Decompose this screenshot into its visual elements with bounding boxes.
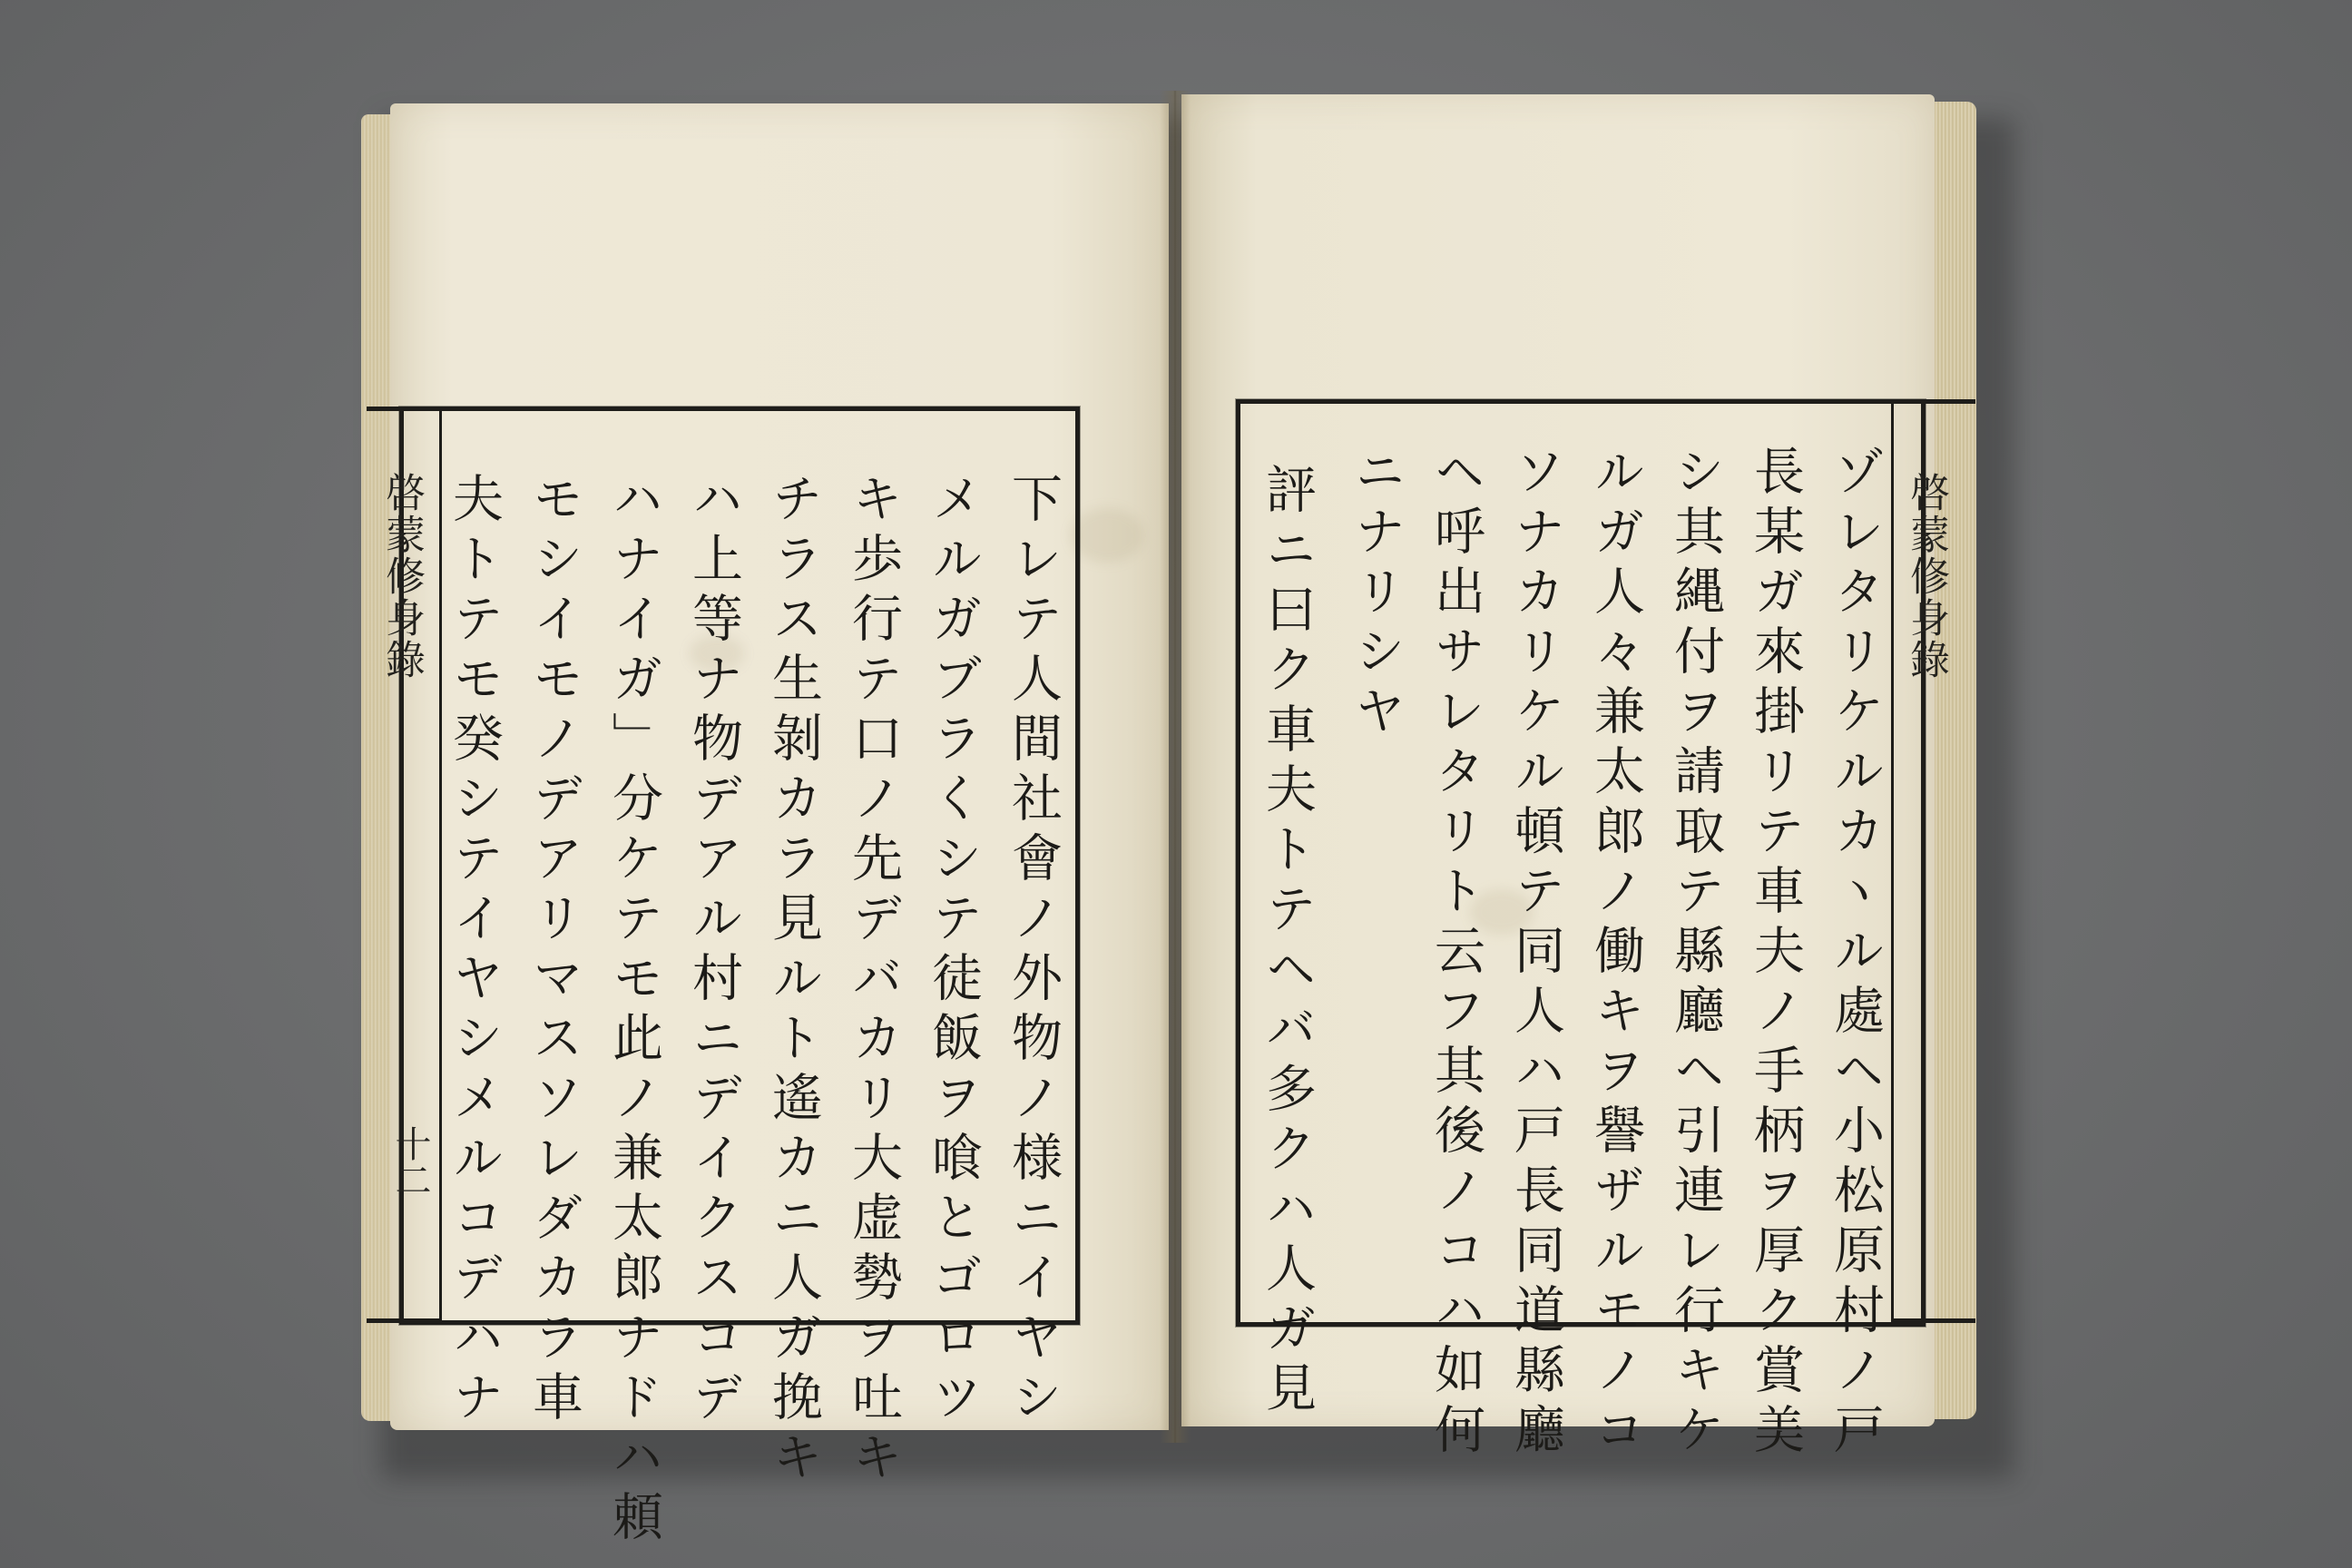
hanshin-rule: [1894, 1318, 1975, 1323]
left-column-5: ハ上等ナ物デアル村ニデイクスコデ: [684, 472, 743, 1430]
left-column-6: ハナイガ」分ケテモ此ノ兼太郎ナドハ頼: [604, 472, 663, 1550]
right-column-2: 長某ガ來掛リテ車夫ノ手柄ヲ厚ク賞美: [1746, 445, 1805, 1463]
left-column-1: 下レテ人間社會ノ外物ノ様ニイヤシ: [1004, 472, 1063, 1430]
right-column-5: ソナカリケル頓テ同人ハ戸長同道縣廳: [1506, 445, 1565, 1463]
left-running-head: 啓蒙修身錄: [378, 472, 425, 681]
hanshin-rule: [367, 1318, 439, 1323]
hanshin-rule: [1894, 399, 1975, 404]
book-gutter: [1160, 91, 1191, 1443]
right-column-8: 評ニ曰ク車夫トテヘバ多クハ人ガ見: [1258, 463, 1317, 1421]
left-column-4: チラス生剝カラ見ルト遙カニ人ガ挽キ: [764, 472, 823, 1490]
left-column-3: キ歩行テ口ノ先デバカリ大虚勢ヲ吐キ: [844, 472, 903, 1490]
right-text-frame: [1236, 399, 1926, 1327]
left-column-7: モシイモノデアリマスソレダカラ車: [524, 472, 583, 1430]
paper-stain: [1071, 508, 1143, 563]
right-column-6: ヘ呼出サレタリト云フ其後ノコハ如何: [1426, 445, 1485, 1463]
right-column-4: ルガ人々兼太郎ノ働キヲ譽ザルモノコ: [1586, 445, 1645, 1463]
hanshin-rule: [367, 407, 439, 411]
left-column-2: メルガブラくシテ徒飯ヲ喰とゴロツ: [924, 472, 983, 1430]
right-column-7: ニナリシヤ: [1347, 445, 1406, 744]
right-running-head: 啓蒙修身錄: [1903, 472, 1949, 681]
left-column-8: 夫トテモ癸シテイヤシメルコデハナ: [445, 472, 504, 1430]
left-folio: 十二: [389, 1125, 431, 1198]
right-column-1: ゾレタリケルカヽル處ヘ小松原村ノ戸: [1826, 445, 1885, 1463]
right-column-3: シ其縄付ヲ請取テ縣廳ヘ引連レ行キケ: [1666, 445, 1725, 1463]
